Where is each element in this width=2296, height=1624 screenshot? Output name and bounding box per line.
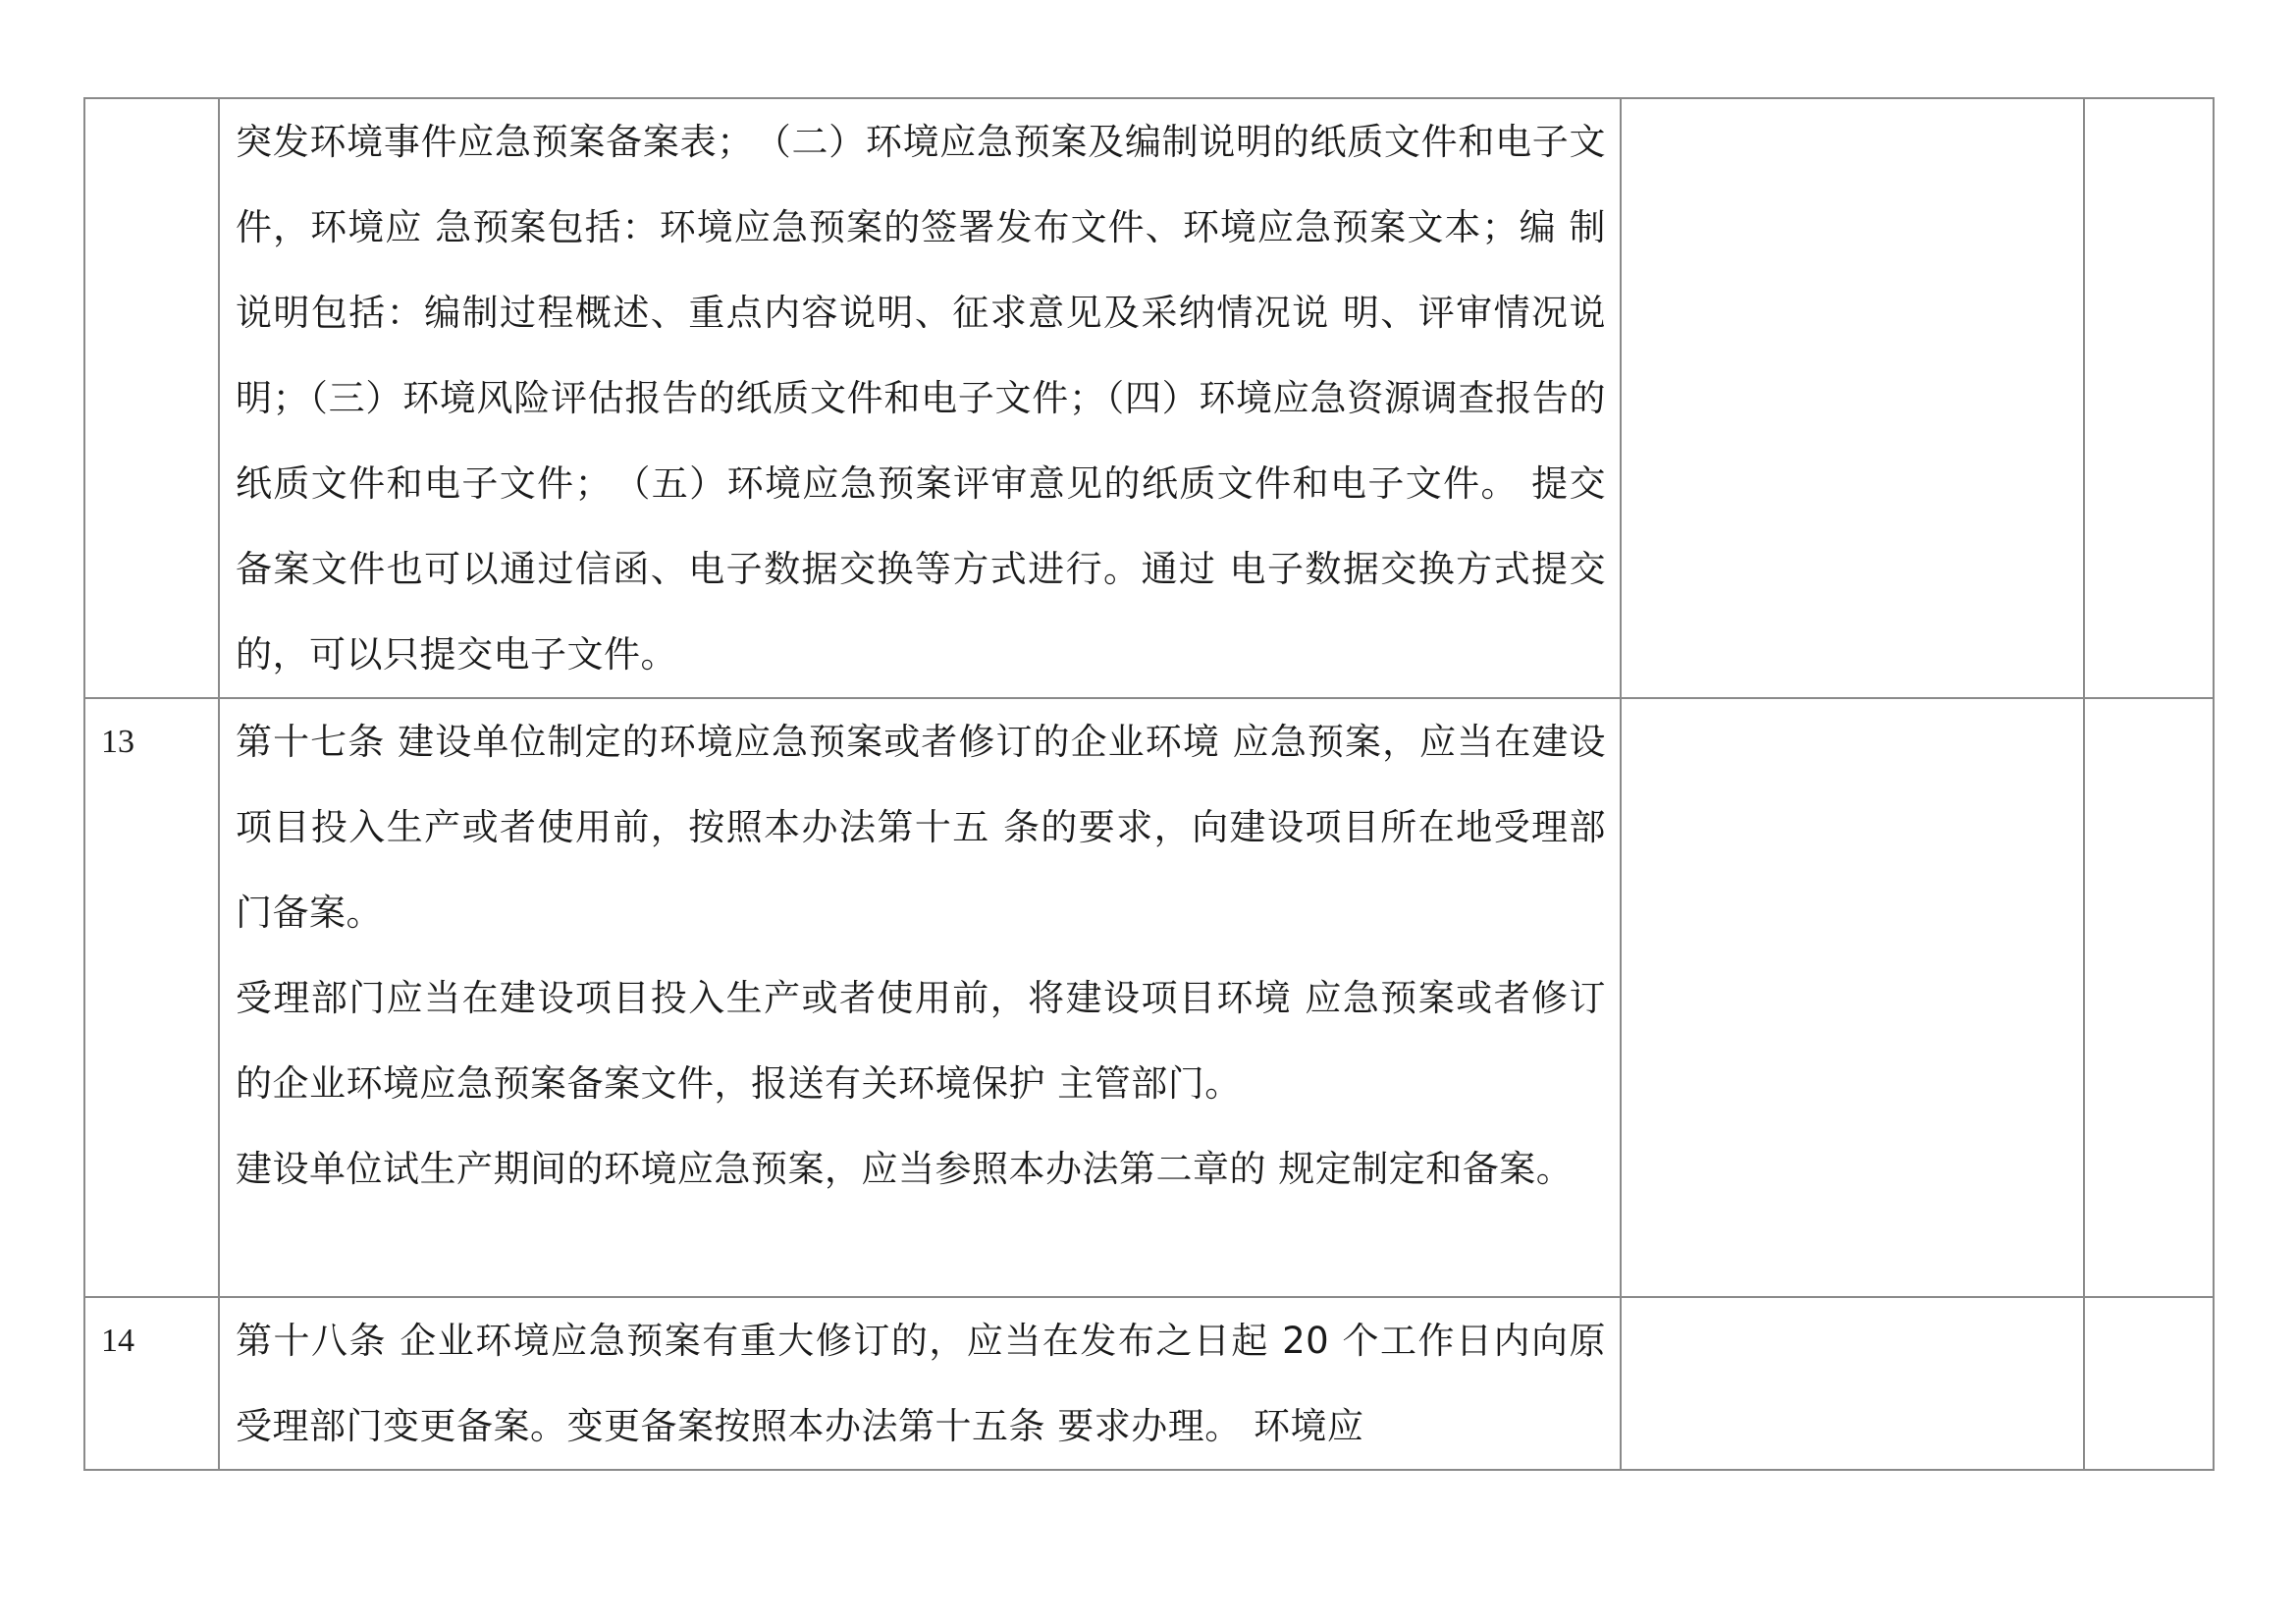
clause-paragraph: 第十八条 企业环境应急预案有重大修订的，应当在发布之日起 20 个工作日内向原受理部门变更备案。变更备案按照本办法第十五条 要求办理。 环境应 (236, 1320, 1606, 1447)
empty-cell (2084, 98, 2214, 698)
row-number-cell (84, 98, 219, 698)
table-row (84, 98, 2214, 698)
clause-text-cell (219, 1297, 1621, 1470)
empty-cell (2084, 1297, 2214, 1470)
clause-paragraph: 建设单位试生产期间的环境应急预案，应当参照本办法第二章的 规定制定和备案。 (236, 1148, 1574, 1190)
table-row (84, 1297, 2214, 1470)
clause-paragraph: 突发环境事件应急预案备案表； （二）环境应急预案及编制说明的纸质文件和电子文件，环境应 急预案包括：环境应急预案的签署发布文件、环境应急预案文本；编 制说明包括：编制过程概述、重点内容说明、征求意见及采纳情况说 明、评审情况说明；（三）环境风险评估报告的纸质文件和电子文件；（四）环境应急资源调查报告的纸质文件和电子文件； （五）环境应急预案评审意见的纸质文件和电子文件。 提交备案文件也可以通过信函、电子数据交换等方式进行。通过 电子数据交换方式提交的，可以只提交电子文件。 (236, 121, 1606, 676)
clause-text-cell (219, 698, 1621, 1297)
row-number-cell: 13 (84, 698, 219, 1297)
row-number-cell: 14 (84, 1297, 219, 1470)
clause-text-cell (219, 98, 1621, 698)
clause-paragraph: 受理部门应当在建设项目投入生产或者使用前，将建设项目环境 应急预案或者修订的企业环境应急预案备案文件，报送有关环境保护 主管部门。 (236, 977, 1606, 1105)
empty-cell (2084, 698, 2214, 1297)
table-row (84, 698, 2214, 1297)
regulation-table (83, 97, 2215, 1471)
empty-cell (1621, 1297, 2084, 1470)
empty-cell (1621, 698, 2084, 1297)
empty-cell (1621, 98, 2084, 698)
clause-paragraph: 第十七条 建设单位制定的环境应急预案或者修订的企业环境 应急预案，应当在建设项目投入生产或者使用前，按照本办法第十五 条的要求，向建设项目所在地受理部门备案。 (236, 721, 1606, 934)
